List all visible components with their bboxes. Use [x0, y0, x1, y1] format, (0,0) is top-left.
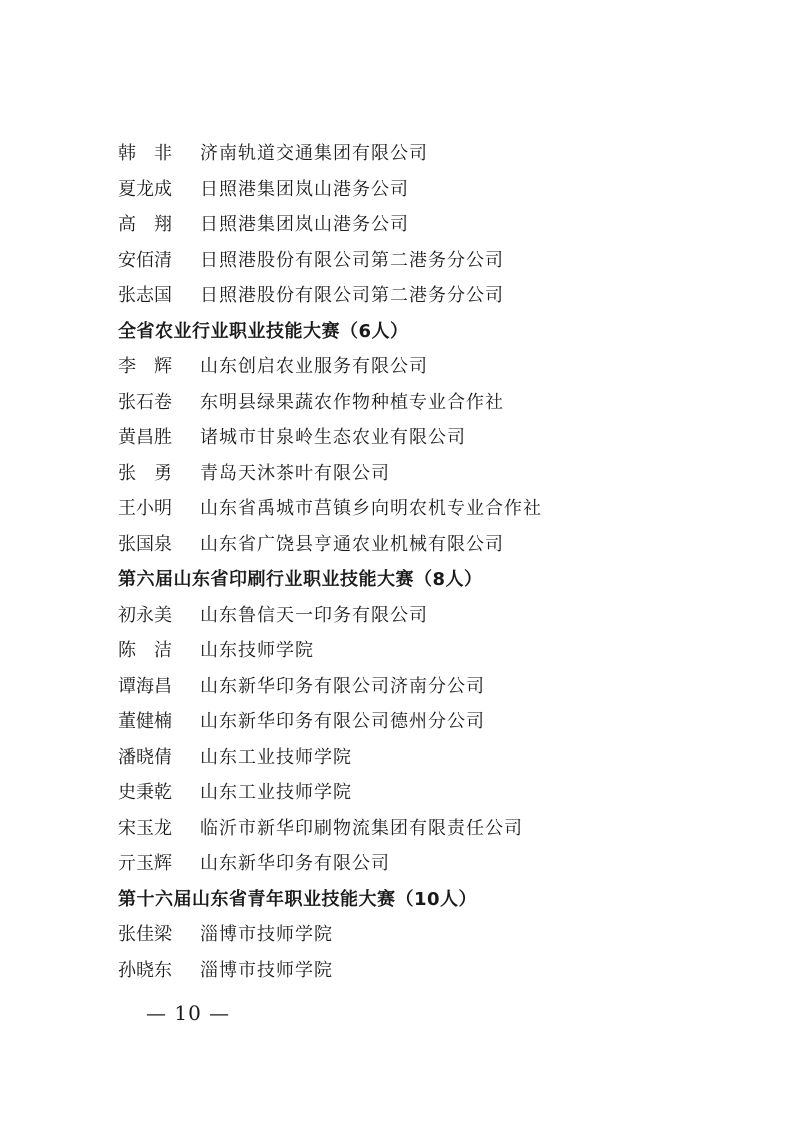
- list-item: [118, 917, 678, 953]
- list-item: [118, 527, 678, 563]
- list-item: [118, 775, 678, 811]
- section-heading-printing: 第六届山东省印刷行业职业技能大赛（8人）: [118, 569, 483, 590]
- person-name: 董健楠: [118, 711, 172, 732]
- person-name: 张佳梁: [118, 924, 172, 945]
- person-name: 张国泉: [118, 533, 172, 555]
- list-item: [118, 278, 678, 314]
- person-name: 亓玉辉: [118, 853, 172, 874]
- organization: 山东省禹城市莒镇乡向明农机专业合作社: [200, 498, 542, 519]
- organization: 山东技师学院: [200, 640, 314, 661]
- list-item: [118, 207, 678, 243]
- list-item: [118, 740, 678, 776]
- list-item: [118, 811, 678, 847]
- list-item: [118, 456, 678, 492]
- section-heading-agriculture: 全省农业行业职业技能大赛（6人）: [118, 320, 409, 342]
- list-item: [118, 420, 678, 456]
- organization: 山东创启农业服务有限公司: [200, 356, 428, 377]
- organization: 山东工业技师学院: [200, 782, 352, 803]
- organization: 山东新华印务有限公司: [200, 853, 390, 874]
- list-item: [118, 172, 678, 208]
- person-name: 潘晓倩: [118, 746, 172, 768]
- list-item: [118, 491, 678, 527]
- person-name: 初永美: [118, 604, 172, 626]
- list-item: [118, 349, 678, 385]
- person-name: 韩 非: [118, 143, 172, 164]
- list-item: [118, 669, 678, 705]
- organization: 临沂市新华印刷物流集团有限责任公司: [200, 817, 523, 839]
- list-item: [118, 136, 678, 172]
- list-item: [118, 598, 678, 634]
- page-number: — 10 —: [146, 1001, 231, 1025]
- person-name: 宋玉龙: [118, 817, 172, 839]
- list-item: [118, 243, 678, 279]
- organization: 日照港集团岚山港务公司: [200, 178, 409, 200]
- person-name: 谭海昌: [118, 675, 172, 697]
- organization: 日照港集团岚山港务公司: [200, 214, 409, 235]
- organization: 东明县绿果蔬农作物种植专业合作社: [200, 391, 504, 413]
- organization: 山东省广饶县亨通农业机械有限公司: [200, 533, 504, 555]
- organization: 淄博市技师学院: [200, 924, 333, 945]
- person-name: 陈 洁: [118, 640, 172, 661]
- section-heading-youth: 第十六届山东省青年职业技能大赛（10人）: [118, 888, 478, 910]
- person-name: 张 勇: [118, 462, 172, 484]
- person-name: 安佰清: [118, 249, 172, 271]
- organization: 日照港股份有限公司第二港务分公司: [200, 249, 504, 271]
- person-name: 李 辉: [118, 356, 172, 377]
- organization: 山东新华印务有限公司济南分公司: [200, 675, 485, 697]
- list-item: [118, 704, 678, 740]
- person-name: 史秉乾: [118, 782, 172, 803]
- person-name: 张志国: [118, 285, 172, 306]
- organization: 山东鲁信天一印务有限公司: [200, 604, 428, 626]
- organization: 山东工业技师学院: [200, 746, 352, 768]
- organization: 青岛天沐茶叶有限公司: [200, 462, 390, 484]
- person-name: 黄昌胜: [118, 427, 172, 448]
- organization: 山东新华印务有限公司德州分公司: [200, 711, 485, 732]
- list-item: [118, 633, 678, 669]
- person-name: 夏龙成: [118, 178, 172, 200]
- awardee-list: [118, 136, 678, 988]
- organization: 淄博市技师学院: [200, 959, 333, 981]
- organization: 济南轨道交通集团有限公司: [200, 143, 428, 164]
- person-name: 张石卷: [118, 391, 172, 413]
- list-item: [118, 846, 678, 882]
- organization: 诸城市甘泉岭生态农业有限公司: [200, 427, 466, 448]
- list-item: [118, 385, 678, 421]
- person-name: 高 翔: [118, 214, 172, 235]
- organization: 日照港股份有限公司第二港务分公司: [200, 285, 504, 306]
- person-name: 王小明: [118, 498, 172, 519]
- list-item: [118, 953, 678, 989]
- person-name: 孙晓东: [118, 959, 172, 981]
